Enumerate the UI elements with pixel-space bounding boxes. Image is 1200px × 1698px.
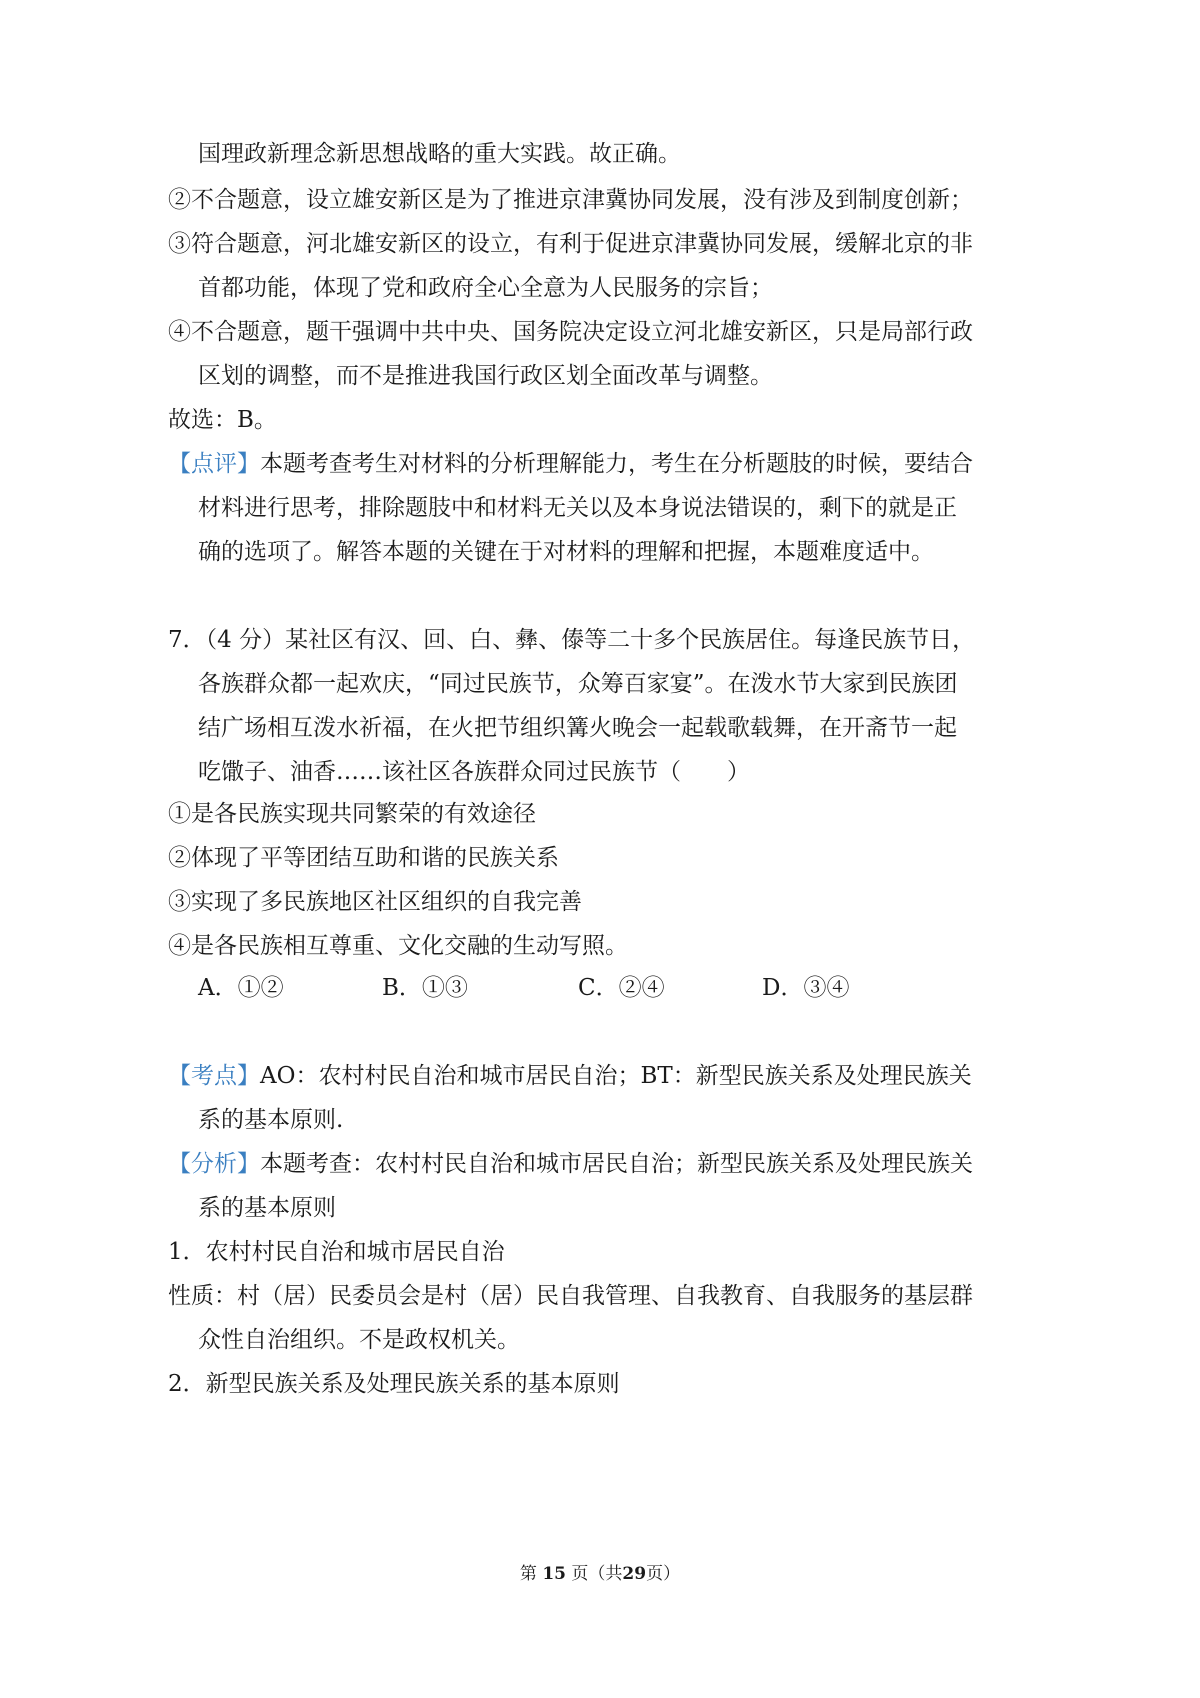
fenxi-tag: 【分析】 [168, 1151, 260, 1177]
page-number: 15 [542, 1564, 566, 1584]
explanation-line: 国理政新理念新思想战略的重大实践。故正确。 [198, 141, 681, 167]
point-line: 众性自治组织。不是政权机关。 [198, 1327, 520, 1353]
kaodian-tag: 【考点】 [168, 1063, 260, 1089]
total-pages: 29 [622, 1564, 647, 1584]
comment-line: 材料进行思考，排除题肢中和材料无关以及本身说法错误的，剩下的就是正 [198, 495, 957, 521]
explanation-line: ②不合题意，设立雄安新区是为了推进京津冀协同发展，没有涉及到制度创新； [168, 187, 973, 213]
comment-line [168, 448, 1200, 480]
explanation-line: 区划的调整，而不是推进我国行政区划全面改革与调整。 [198, 363, 773, 389]
kaodian-line [168, 1060, 1200, 1092]
kaodian-text: AO：农村村民自治和城市居民自治；BT：新型民族关系及处理民族关 [260, 1063, 972, 1089]
comment-tag: 【点评】 [168, 451, 260, 477]
point-line: 1．农村村民自治和城市居民自治 [168, 1239, 505, 1265]
fenxi-line [168, 1148, 1200, 1180]
explanation-line: 首都功能，体现了党和政府全心全意为人民服务的宗旨； [198, 275, 773, 301]
fenxi-text: 本题考查：农村村民自治和城市居民自治；新型民族关系及处理民族关 [260, 1151, 973, 1177]
footer-suffix: 页） [646, 1564, 681, 1584]
option-d: D．③④ [762, 975, 850, 1001]
fenxi-line: 系的基本原则 [198, 1195, 336, 1221]
explanation-line: ④不合题意，题干强调中共中央、国务院决定设立河北雄安新区，只是局部行政 [168, 319, 973, 345]
point-line: 2．新型民族关系及处理民族关系的基本原则 [168, 1371, 620, 1397]
footer-prefix: 第 [519, 1564, 537, 1584]
point-line: 性质：村（居）民委员会是村（居）民自我管理、自我教育、自我服务的基层群 [168, 1283, 973, 1309]
question-stem-line: 各族群众都一起欢庆，“同过民族节，众筹百家宴”。在泼水节大家到民族团 [198, 671, 958, 697]
explanation-line: ③符合题意，河北雄安新区的设立，有利于促进京津冀协同发展，缓解北京的非 [168, 231, 973, 257]
statement: ②体现了平等团结互助和谐的民族关系 [168, 845, 559, 871]
answer-line: 故选：B。 [168, 407, 277, 433]
page-footer [0, 1562, 1200, 1586]
option-c: C．②④ [578, 975, 665, 1001]
option-b: B．①③ [382, 975, 468, 1001]
question-stem-line: 吃馓子、油香……该社区各族群众同过民族节（ ） [198, 759, 750, 785]
question-stem-line: 7．（4 分）某社区有汉、回、白、彝、傣等二十多个民族居住。每逢民族节日， [168, 627, 976, 653]
statement: ③实现了多民族地区社区组织的自我完善 [168, 889, 582, 915]
comment-line: 确的选项了。解答本题的关键在于对材料的理解和把握，本题难度适中。 [198, 539, 934, 565]
statement: ①是各民族实现共同繁荣的有效途径 [168, 801, 536, 827]
footer-mid: 页（共 [571, 1564, 623, 1584]
comment-text: 本题考查考生对材料的分析理解能力，考生在分析题肢的时候，要结合 [260, 451, 973, 477]
option-a: A．①② [198, 975, 284, 1001]
statement: ④是各民族相互尊重、文化交融的生动写照。 [168, 933, 628, 959]
kaodian-line: 系的基本原则. [198, 1107, 344, 1133]
question-stem-line: 结广场相互泼水祈福，在火把节组织篝火晚会一起载歌载舞，在开斋节一起 [198, 715, 957, 741]
